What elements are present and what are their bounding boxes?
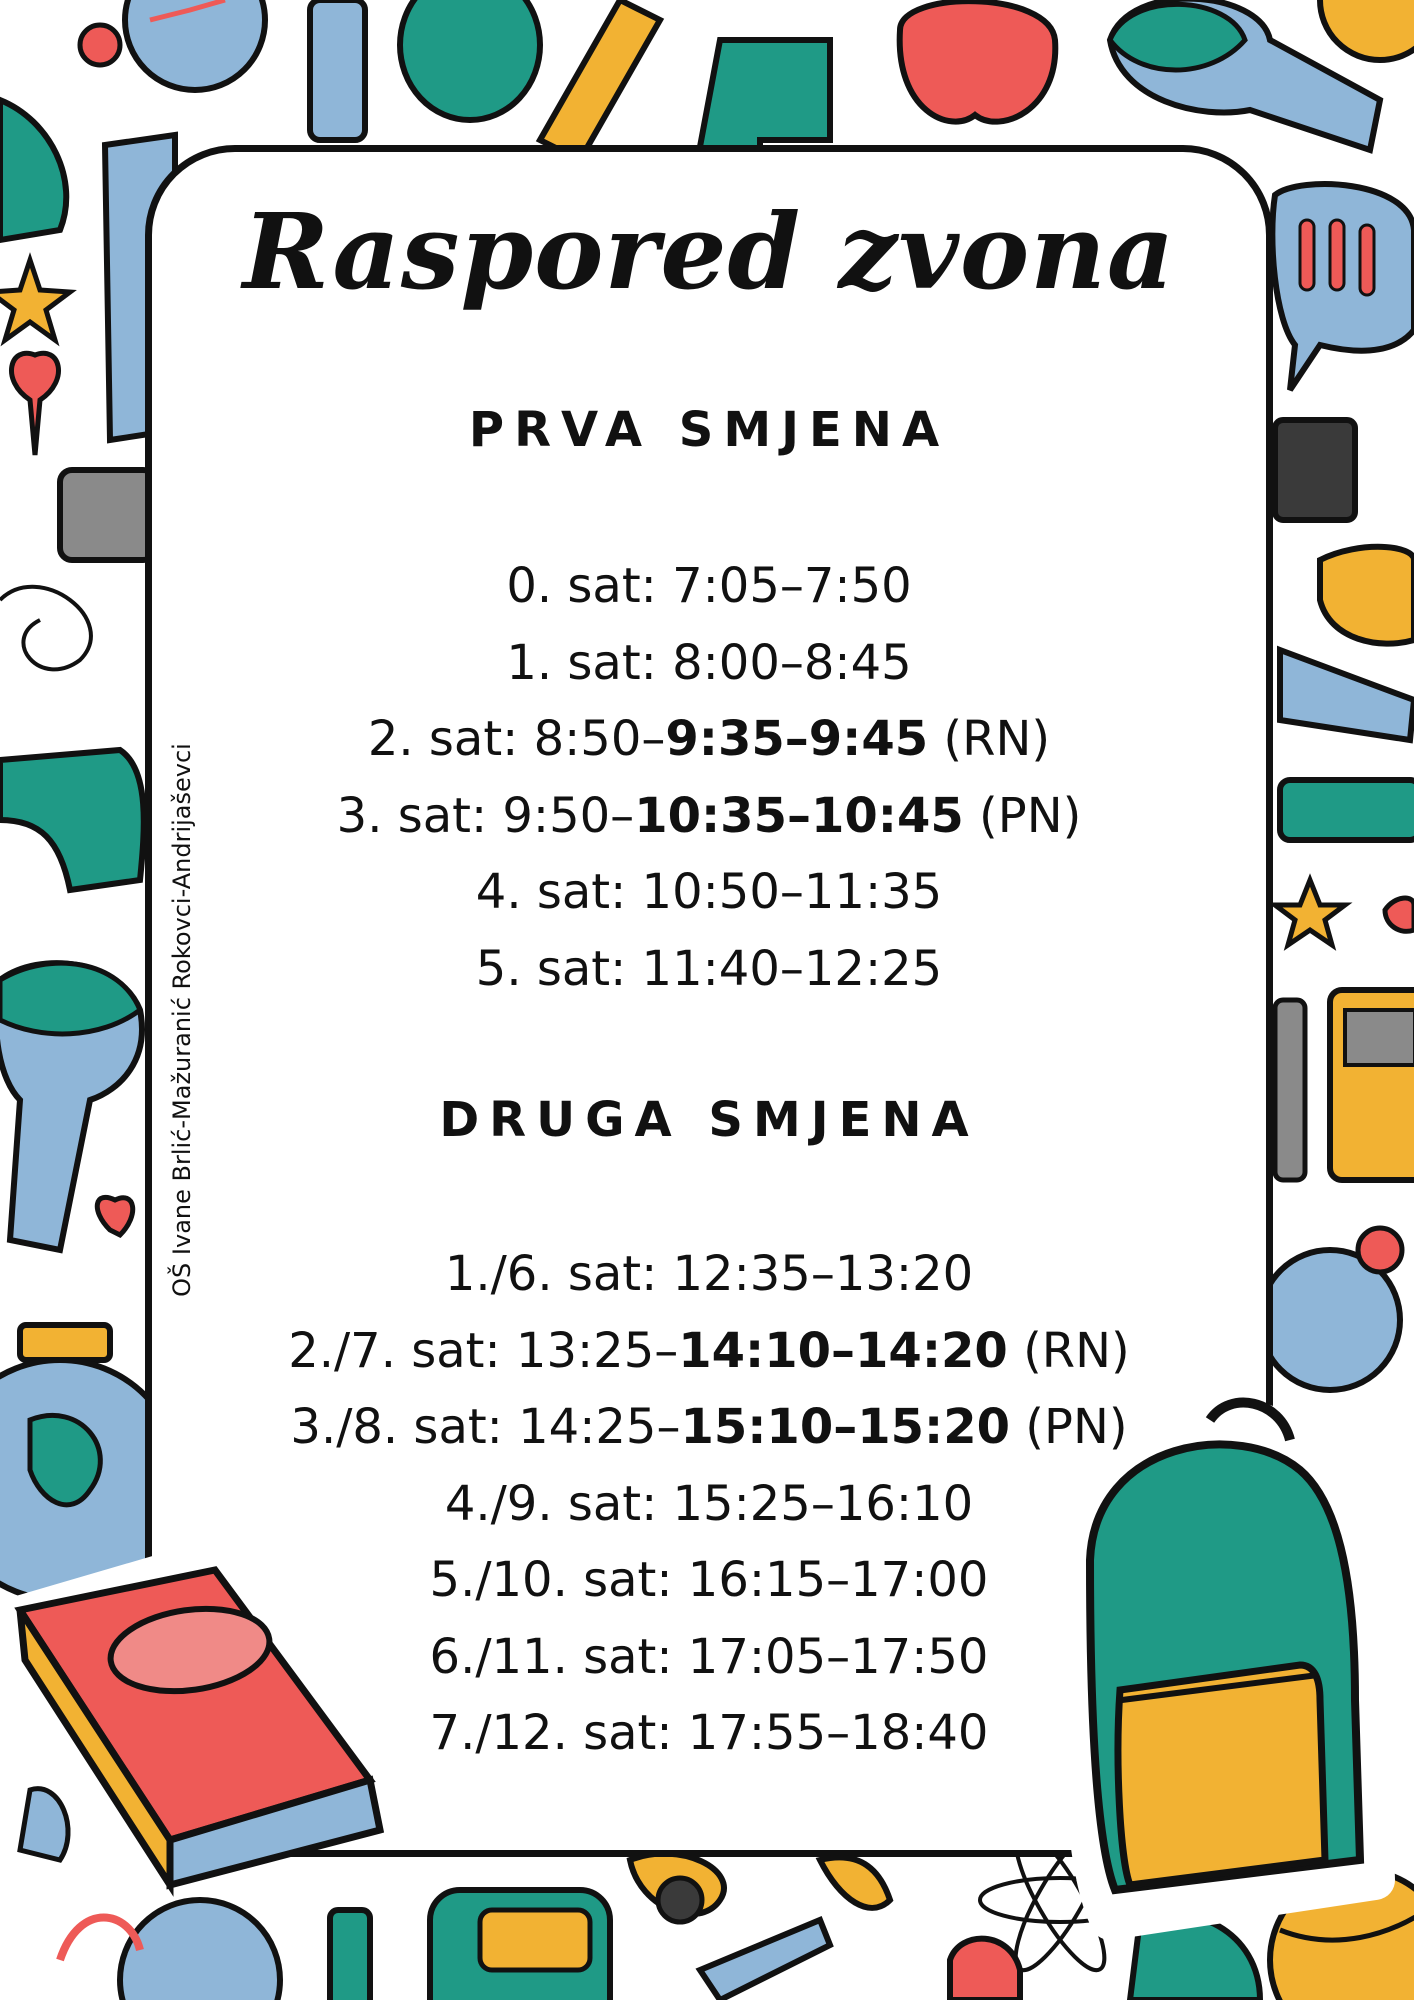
row-label: 5./10. sat: [429,1552,688,1608]
row-time: 17:55–18:40 [687,1705,989,1761]
schedule-row [145,778,1273,855]
row-label: 0. sat: [506,558,673,614]
row-time: 10:50–11:35 [641,864,943,920]
schedule-row [145,1542,1273,1619]
row-label: 6./11. sat: [429,1628,688,1685]
row-note: (PN) [963,787,1082,844]
schedule-row [145,1389,1273,1466]
row-time: 7:05–7:50 [672,558,912,614]
page-title: Raspored zvona [242,190,1176,313]
row-label: 1. sat: [506,634,673,691]
row-time: 16:15–17:00 [687,1552,989,1608]
row-bold: 15:10–15:20 [680,1399,1011,1455]
row-time: 8:50– [533,711,666,767]
row-time: 17:05–17:50 [687,1628,989,1685]
schedule-row [145,1236,1273,1313]
row-time: 11:40–12:25 [641,940,943,997]
row-note: (RN) [928,711,1051,767]
row-time: 12:35–13:20 [672,1246,974,1302]
row-time: 13:25– [515,1322,679,1379]
row-label: 2./7. sat: [288,1322,516,1379]
schedule-row [145,854,1273,931]
row-label: 5. sat: [475,940,642,997]
row-label: 4./9. sat: [444,1475,673,1532]
school-name: OŠ Ivane Brlić-Mažuranić Rokovci-Andrijaševci [168,743,196,1297]
row-label: 3. sat: [336,787,503,844]
schedule-row [145,1466,1273,1543]
row-label: 7./12. sat: [429,1705,688,1761]
schedule-row [145,701,1273,778]
schedule-row [145,931,1273,1008]
schedule-row [145,1619,1273,1696]
schedule-row [145,548,1273,625]
row-bold: 10:35–10:45 [634,787,964,844]
row-time: 15:25–16:10 [672,1475,974,1532]
row-label: 2. sat: [367,711,534,767]
first-shift-heading: PRVA SMJENA [468,402,950,458]
row-bold: 9:35–9:45 [665,711,929,767]
second-shift-schedule [145,1236,1273,1772]
row-note: (PN) [1010,1399,1128,1455]
row-bold: 14:10–14:20 [678,1322,1008,1379]
schedule-row [145,625,1273,702]
row-note: (RN) [1007,1322,1130,1379]
first-shift-schedule [145,548,1273,1007]
row-time: 14:25– [518,1399,681,1455]
row-label: 4. sat: [475,864,642,920]
row-time: 8:00–8:45 [672,634,912,691]
schedule-row [145,1313,1273,1390]
row-time: 9:50– [502,787,635,844]
row-label: 1./6. sat: [444,1246,673,1302]
row-label: 3./8. sat: [290,1399,519,1455]
schedule-row [145,1695,1273,1772]
second-shift-heading: DRUGA SMJENA [439,1092,979,1148]
